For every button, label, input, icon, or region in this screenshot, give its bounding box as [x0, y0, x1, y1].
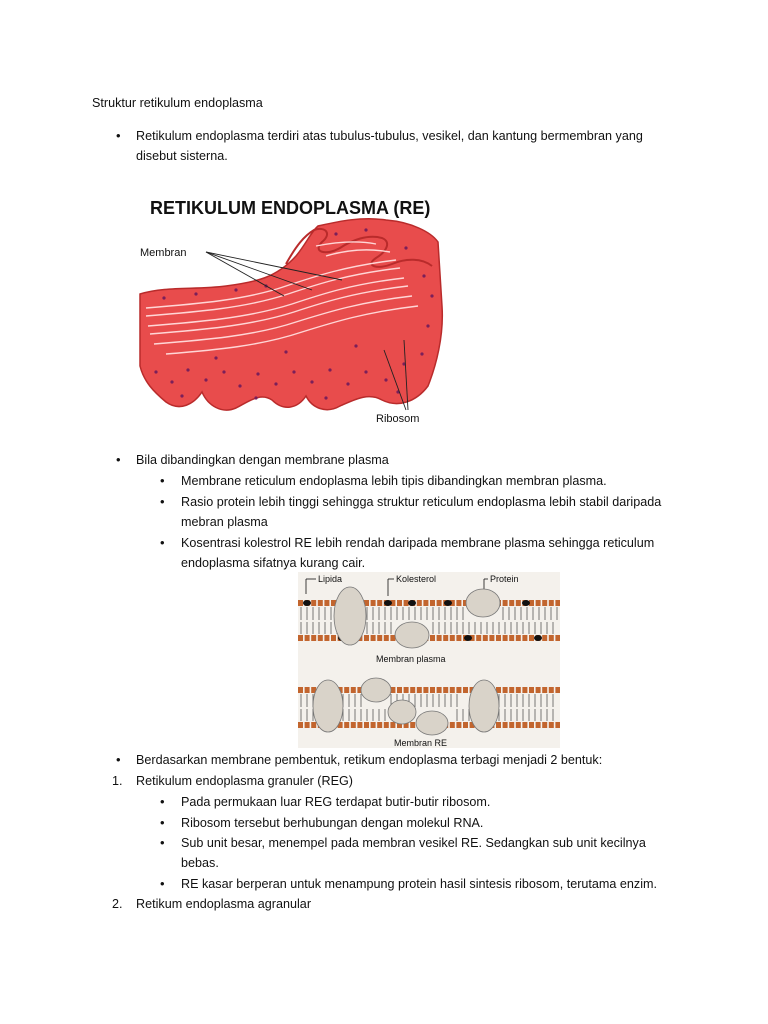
protein-peripheral: [361, 678, 391, 702]
label-kolesterol: Kolesterol: [396, 574, 437, 584]
sub-bullet-text: RE kasar berperan untuk menampung protein hasil sintesis ribosom, terutama enzim.: [181, 877, 657, 891]
sub-bullet-marker: •: [160, 535, 165, 550]
label-ribosom: Ribosom: [376, 413, 420, 425]
list-number: 2.: [112, 897, 123, 911]
bullet-text: Bila dibandingkan dengan membrane plasma: [136, 453, 389, 467]
label-lipida: Lipida: [318, 574, 343, 584]
protein-large: [469, 680, 499, 732]
caption-membran-plasma: Membran plasma: [376, 654, 446, 664]
sub-bullet-marker: •: [160, 794, 165, 809]
membrane-comparison-svg: [298, 572, 560, 748]
er-illustration: [136, 186, 448, 428]
list-number: 1.: [112, 774, 123, 788]
protein-peripheral: [388, 700, 416, 724]
protein-peripheral: [395, 622, 429, 648]
sub-bullet-text: Rasio protein lebih tinggi sehingga struktur reticulum endoplasma lebih stabil daripada: [181, 495, 662, 509]
sub-bullet-marker: •: [160, 494, 165, 509]
bullet-marker: •: [116, 128, 121, 143]
bullet-text-continued: disebut sisterna.: [136, 149, 228, 163]
label-protein: Protein: [490, 574, 519, 584]
sub-bullet-text-continued: bebas.: [181, 856, 219, 870]
bullet-marker: •: [116, 452, 121, 467]
page-title: Struktur retikulum endoplasma: [92, 96, 263, 110]
protein-peripheral: [466, 589, 500, 617]
sub-bullet-marker: •: [160, 815, 165, 830]
membrane-comparison-figure: [298, 572, 560, 748]
sub-bullet-text: Pada permukaan luar REG terdapat butir-butir ribosom.: [181, 795, 491, 809]
sub-bullet-text-continued: mebran plasma: [181, 515, 268, 529]
numbered-item-text: Retikum endoplasma agranular: [136, 897, 312, 911]
sub-bullet-text: Kosentrasi kolestrol RE lebih rendah daripada membrane plasma sehingga reticulum: [181, 536, 655, 550]
sub-bullet-text: Sub unit besar, menempel pada membran vesikel RE. Sedangkan sub unit kecilnya: [181, 836, 646, 850]
er-illustration-svg: [136, 186, 448, 428]
bullet-text: Retikulum endoplasma terdiri atas tubulus-tubulus, vesikel, dan kantung bermembran yang: [136, 129, 643, 143]
protein-peripheral: [416, 711, 448, 735]
protein-large: [313, 680, 343, 732]
sub-bullet-marker: •: [160, 835, 165, 850]
sub-bullet-marker: •: [160, 473, 165, 488]
sub-bullet-text: Ribosom tersebut berhubungan dengan molekul RNA.: [181, 816, 484, 830]
bullet-text: Berdasarkan membrane pembentuk, retikum endoplasma terbagi menjadi 2 bentuk:: [136, 753, 603, 767]
illustration-title: RETIKULUM ENDOPLASMA (RE): [150, 198, 431, 218]
numbered-item-text: Retikulum endoplasma granuler (REG): [136, 774, 353, 788]
label-membran: Membran: [140, 247, 187, 259]
sub-bullet-text: Membrane reticulum endoplasma lebih tipis dibandingkan membran plasma.: [181, 474, 607, 488]
bullet-marker: •: [116, 752, 121, 767]
protein-large: [334, 587, 366, 645]
sub-bullet-text-continued: endoplasma sifatnya kurang cair.: [181, 556, 366, 570]
caption-membran-re: Membran RE: [394, 738, 448, 748]
sub-bullet-marker: •: [160, 876, 165, 891]
